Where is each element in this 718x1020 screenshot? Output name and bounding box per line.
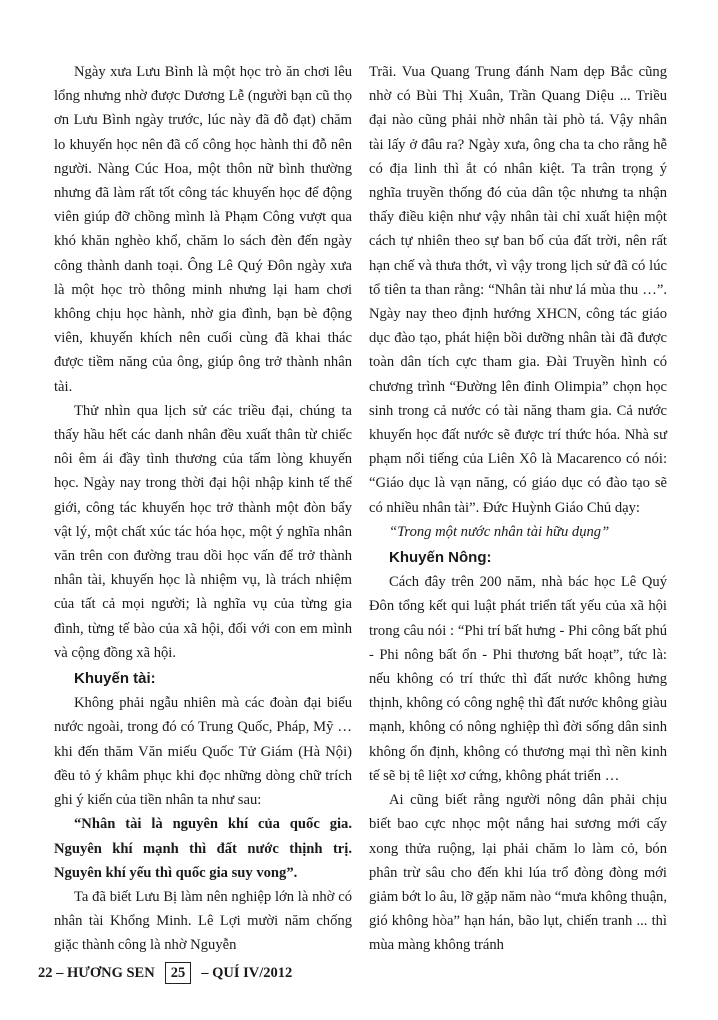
magazine-name: – HƯƠNG SEN bbox=[56, 964, 155, 981]
page-number: 22 bbox=[38, 964, 53, 981]
quote-huynh-giao-chu: “Trong một nước nhân tài hữu dụng” bbox=[389, 523, 610, 540]
left-column bbox=[54, 60, 352, 958]
page-footer bbox=[38, 960, 292, 986]
quote-nhan-tai: “Nhân tài là nguyên khí của quốc gia. Nguyên khí mạnh thì đất nước thịnh trị. Nguyên khí yếu thì quốc gia suy vong”. bbox=[54, 816, 352, 881]
paragraph-luu-bi: Ta đã biết Lưu Bị làm nên nghiệp lớn là nhờ có nhân tài Khổng Minh. Lê Lợi mười năm chống giặc thành công là nhờ Nguyễn bbox=[54, 888, 352, 954]
heading-khuyen-nong: Khuyến Nông: bbox=[389, 549, 492, 567]
issue-label: – QUÍ IV/2012 bbox=[201, 964, 293, 981]
paragraph-le-quy-don: Cách đây trên 200 năm, nhà bác học Lê Quý Đôn tổng kết qui luật phát triển tất yếu của xã hội trong câu nói : “Phi trí bất hưng - Phi công bất phú - Phi nông bất ổn - Phi thương bất hoạt”, tức là: nếu không có trí thức thì đất nước không hưng thịnh, không có công nghệ thì đất nước không giàu mạnh, không có nông nghiệp thì đời sống dân sinh không ổn định, không có thương mại thì nền kinh tế sẽ bị tê liệt xơ cứng, không phát triển … bbox=[369, 574, 667, 784]
heading-khuyen-tai: Khuyến tài: bbox=[74, 670, 156, 688]
paragraph-nong-dan: Ai cũng biết rằng người nông dân phải chịu biết bao cực nhọc một nắng hai sương mới cấy xong thửa ruộng, lại phải chăm lo làm cỏ, bón phân trừ sâu cho đến khi lúa trổ đòng đòng mới giảm bớt lo âu, lỡ gặp năm nào “mưa không thuận, gió không hòa” hạn hán, bão lụt, chiến tranh ... thì mùa màng không tránh bbox=[369, 792, 667, 954]
paragraph-luu-binh: Ngày xưa Lưu Bình là một học trò ăn chơi lêu lổng nhưng nhờ được Dương Lễ (người bạn cũ thọ ơn Lưu Bình ngày trước, lúc này đã đỗ đạt) chăm lo khuyến học nên đã cố công học hành thi đỗ nên người. Nàng Cúc Hoa, một thôn nữ bình thường nhưng đã làm rất tốt công tác khuyến học để động viên giúp đỡ chồng mình là Phạm Công vượt qua khó khăn nghèo khổ, chăm lo sách đèn đến ngày công thành danh toại. Ông Lê Quý Đôn ngày xưa là một học trò thông minh nhưng lại ham chơi không chịu học hành, nhờ gia đình, bạn bè động viên, khuyến khích nên cuối cùng đã khai thác được tiềm năng của ông, giúp ông trở thành nhân tài. bbox=[54, 64, 352, 395]
paragraph-van-mieu: Không phải ngẫu nhiên mà các đoàn đại biểu nước ngoài, trong đó có Trung Quốc, Pháp, Mỹ … khi đến thăm Văn miếu Quốc Tử Giám (Hà Nội) đều tỏ ý khâm phục khi đọc những dòng chữ trích ghi ý kiến của tiền nhân ta như sau: bbox=[54, 695, 352, 809]
issue-number-box: 25 bbox=[165, 962, 192, 984]
paragraph-nguyen-trai: Trãi. Vua Quang Trung đánh Nam dẹp Bắc cũng nhờ có Bùi Thị Xuân, Trần Quang Diệu ... Triều đại nào cũng phải nhờ nhân tài phò tá. Vậy nhân tài lấy ở đâu ra? Ngày xưa, ông cha ta cho rằng hễ có địa linh thì ắt có nhân kiệt. Ta trân trọng ý nghĩa truyền thống đó của dân tộc nhưng ta nhận thấy điều kiện như vậy nhân tài chỉ xuất hiện một cách tự nhiên theo sự ban bố của đất trời, nên rất hạn chế và thưa thớt, vì vậy trong lịch sử đã có lúc tổ tiên ta than rằng: “Nhân tài như lá mùa thu …”. Ngày nay theo định hướng XHCN, công tác giáo dục đào tạo, phát hiện bồi dưỡng nhân tài đã được toàn dân tích cực tham gia. Đài Truyền hình có chương trình “Đường lên đỉnh Olimpia” chọn học sinh trong cả nước có tài năng tham gia. Cả nước khuyến học đất nước sẽ được trí thức hóa. Nhà sư phạm nổi tiếng của Liên Xô là Macarenco có nói: “Giáo dục là vạn năng, có giáo dục có đào tạo sẽ có nhiều nhân tài”. Đức Huỳnh Giáo Chủ dạy: bbox=[369, 64, 667, 516]
paragraph-lich-su: Thử nhìn qua lịch sử các triều đại, chúng ta thấy hầu hết các danh nhân đều xuất thân từ chiếc nôi êm ái đầy tình thương của tấm lòng khuyến học. Ngày nay trong thời đại hội nhập kinh tế thế giới, công tác khuyến học trở thành một đòn bẩy vật lý, một chất xúc tác hóa học, một ý nghĩa nhân văn trên con đường trau dồi học vấn để trở thành nhân tài, khuyến học là nhiệm vụ, là trách nhiệm của tất cả mọi người; là nghĩa vụ của từng gia đình, từng tế bào của xã hội, đối với con em mình và cộng đồng xã hội. bbox=[54, 402, 352, 661]
right-column bbox=[369, 60, 667, 958]
